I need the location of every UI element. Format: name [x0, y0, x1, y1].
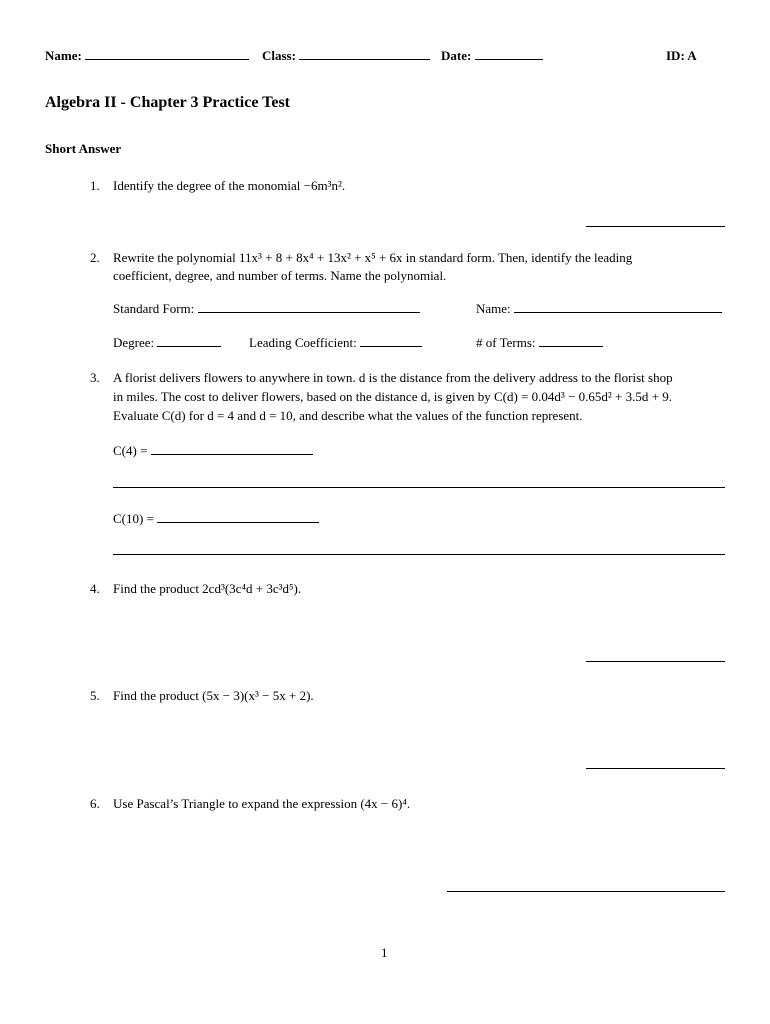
terms-blank[interactable] — [539, 335, 603, 347]
c10-blank[interactable] — [157, 511, 319, 523]
leading-coefficient-blank[interactable] — [360, 335, 422, 347]
q1-text — [113, 178, 345, 194]
q5-text: Find the product (5x − 3)(x³ − 5x + 2). — [113, 688, 314, 703]
q1-number: 1. — [90, 178, 100, 193]
q2-line1: Rewrite the polynomial 11x³ + 8 + 8x⁴ + 13x² + x⁵ + 6x in standard form. Then, identify the leading — [113, 250, 633, 265]
poly-name-blank[interactable] — [514, 301, 722, 313]
standard-form-blank[interactable] — [198, 301, 420, 313]
standard-form-label: Standard Form: — [113, 301, 195, 316]
standard-form-field — [113, 301, 420, 317]
date-label: Date: — [441, 48, 472, 63]
date-blank[interactable] — [475, 48, 543, 60]
c4-field — [113, 443, 313, 459]
c10-explanation-blank[interactable] — [113, 554, 725, 555]
leading-coefficient-label: Leading Coefficient: — [249, 335, 357, 350]
id-label: ID: A — [666, 48, 697, 63]
name-field — [45, 48, 249, 64]
q5-answer-blank[interactable] — [586, 768, 725, 769]
q3-line1: A florist delivers flowers to anywhere in town. d is the distance from the delivery address to the florist shop — [113, 370, 673, 385]
q2-line2: coefficient, degree, and number of terms. Name the polynomial. — [113, 268, 447, 283]
q4-text: Find the product 2cd³(3c⁴d + 3c³d⁵). — [113, 581, 302, 596]
degree-label: Degree: — [113, 335, 155, 350]
q6-number: 6. — [90, 796, 100, 811]
c4-explanation-blank[interactable] — [113, 487, 725, 488]
q2-number: 2. — [90, 250, 100, 265]
q3-line2: in miles. The cost to deliver flowers, based on the distance d, is given by C(d) = 0.04d³ − 0.65d² + 3.5d + 9. — [113, 389, 672, 404]
q3-number: 3. — [90, 370, 100, 385]
section-heading: Short Answer — [45, 141, 122, 156]
c10-field — [113, 511, 319, 527]
c10-label: C(10) = — [113, 511, 154, 526]
c4-blank[interactable] — [151, 443, 313, 455]
class-label: Class: — [262, 48, 296, 63]
terms-field — [476, 335, 603, 351]
name-label: Name: — [45, 48, 82, 63]
class-field — [262, 48, 430, 64]
page-number: 1 — [381, 945, 388, 960]
c4-label: C(4) = — [113, 443, 148, 458]
q6-text: Use Pascal’s Triangle to expand the expression (4x − 6)⁴. — [113, 796, 411, 811]
poly-name-field — [476, 301, 722, 317]
terms-label: # of Terms: — [476, 335, 536, 350]
poly-name-label: Name: — [476, 301, 511, 316]
degree-blank[interactable] — [157, 335, 221, 347]
q5-number: 5. — [90, 688, 100, 703]
leading-coefficient-field — [249, 335, 422, 351]
page-title: Algebra II - Chapter 3 Practice Test — [45, 94, 290, 111]
q4-number: 4. — [90, 581, 100, 596]
q3-line3: Evaluate C(d) for d = 4 and d = 10, and describe what the values of the function represent. — [113, 408, 583, 423]
q4-answer-blank[interactable] — [586, 661, 725, 662]
q1-answer-blank[interactable] — [586, 226, 725, 227]
name-blank[interactable] — [85, 48, 249, 60]
date-field — [441, 48, 543, 64]
q1-expression: −6m³n². — [303, 178, 346, 193]
class-blank[interactable] — [299, 48, 430, 60]
degree-field — [113, 335, 221, 351]
q1-prompt: Identify the degree of the monomial — [113, 178, 301, 193]
q6-answer-blank[interactable] — [447, 891, 725, 892]
